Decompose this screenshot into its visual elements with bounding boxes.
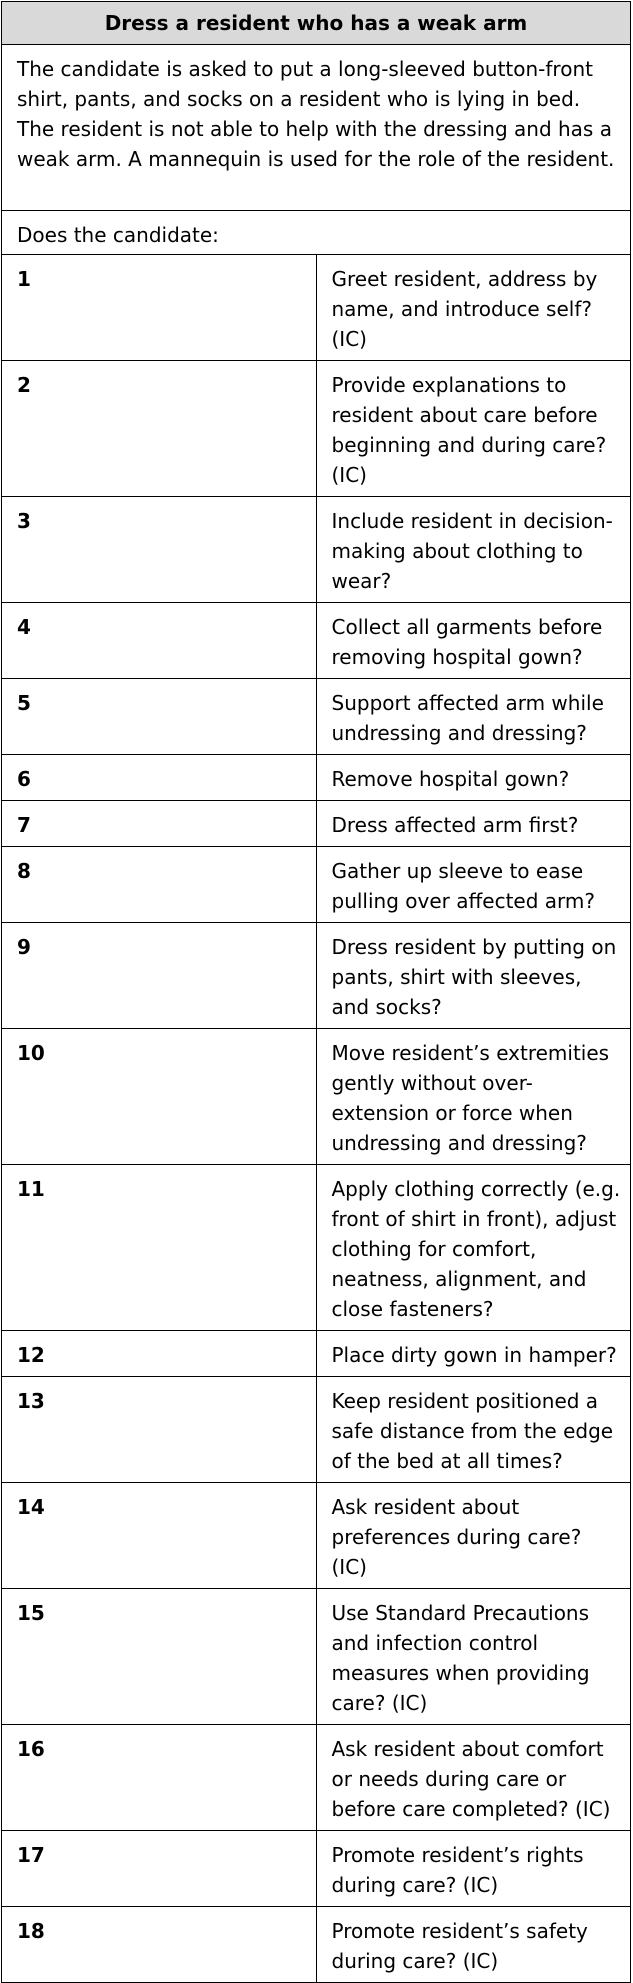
step-text: Ask resident about preferences during care? (IC) <box>316 1483 631 1589</box>
table-row <box>2 1377 631 1483</box>
table-row <box>2 1589 631 1725</box>
step-number: 8 <box>2 847 317 923</box>
table-row <box>2 755 631 801</box>
step-number: 1 <box>2 255 317 361</box>
step-number: 4 <box>2 603 317 679</box>
table-row <box>2 801 631 847</box>
table-row <box>2 1331 631 1377</box>
step-number: 15 <box>2 1589 317 1725</box>
step-number: 10 <box>2 1029 317 1165</box>
table-row <box>2 361 631 497</box>
step-text: Provide explanations to resident about care before beginning and during care? (IC) <box>316 361 631 497</box>
step-number: 9 <box>2 923 317 1029</box>
table-row <box>2 1029 631 1165</box>
step-number: 5 <box>2 679 317 755</box>
skill-checklist-table <box>1 1 631 1983</box>
table-row <box>2 923 631 1029</box>
table-row <box>2 1165 631 1331</box>
lead-row <box>2 211 631 255</box>
scenario-description: The candidate is asked to put a long-sleeved button-front shirt, pants, and socks on a resident who is lying in bed. The resident is not able to help with the dressing and has a weak arm. A mannequin is used for the role of the resident. <box>2 45 631 211</box>
table-row <box>2 1725 631 1831</box>
step-number: 12 <box>2 1331 317 1377</box>
step-text: Ask resident about comfort or needs during care or before care completed? (IC) <box>316 1725 631 1831</box>
step-number: 18 <box>2 1907 317 1983</box>
step-text: Greet resident, address by name, and introduce self? (IC) <box>316 255 631 361</box>
title-row <box>2 2 631 45</box>
step-text: Remove hospital gown? <box>316 755 631 801</box>
step-text: Use Standard Precautions and infection control measures when providing care? (IC) <box>316 1589 631 1725</box>
table-row <box>2 255 631 361</box>
step-number: 14 <box>2 1483 317 1589</box>
table-row <box>2 847 631 923</box>
step-number: 6 <box>2 755 317 801</box>
table-row <box>2 497 631 603</box>
table-row <box>2 1831 631 1907</box>
step-text: Move resident’s extremities gently without over-extension or force when undressing and dressing? <box>316 1029 631 1165</box>
table-row <box>2 679 631 755</box>
step-text: Promote resident’s rights during care? (IC) <box>316 1831 631 1907</box>
step-number: 7 <box>2 801 317 847</box>
question-lead: Does the candidate: <box>2 211 631 255</box>
step-number: 17 <box>2 1831 317 1907</box>
step-text: Dress affected arm first? <box>316 801 631 847</box>
step-number: 16 <box>2 1725 317 1831</box>
step-text: Support affected arm while undressing and dressing? <box>316 679 631 755</box>
step-text: Promote resident’s safety during care? (IC) <box>316 1907 631 1983</box>
intro-row <box>2 45 631 211</box>
step-text: Gather up sleeve to ease pulling over affected arm? <box>316 847 631 923</box>
table-row <box>2 603 631 679</box>
step-number: 13 <box>2 1377 317 1483</box>
step-number: 2 <box>2 361 317 497</box>
step-text: Include resident in decision-making about clothing to wear? <box>316 497 631 603</box>
step-text: Collect all garments before removing hospital gown? <box>316 603 631 679</box>
step-text: Dress resident by putting on pants, shirt with sleeves, and socks? <box>316 923 631 1029</box>
table-row <box>2 1907 631 1983</box>
step-text: Place dirty gown in hamper? <box>316 1331 631 1377</box>
checklist-title: Dress a resident who has a weak arm <box>2 2 631 45</box>
step-number: 3 <box>2 497 317 603</box>
step-text: Apply clothing correctly (e.g. front of shirt in front), adjust clothing for comfort, neatness, alignment, and close fasteners? <box>316 1165 631 1331</box>
step-text: Keep resident positioned a safe distance from the edge of the bed at all times? <box>316 1377 631 1483</box>
step-number: 11 <box>2 1165 317 1331</box>
table-row <box>2 1483 631 1589</box>
